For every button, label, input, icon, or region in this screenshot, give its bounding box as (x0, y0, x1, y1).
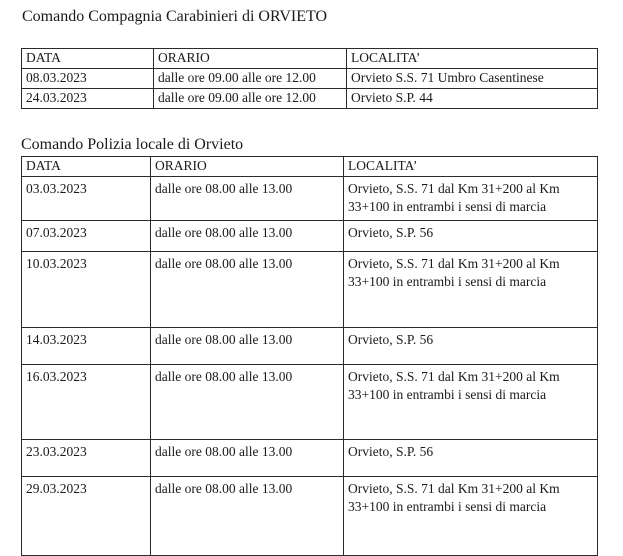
cell-orario: dalle ore 08.00 alle 13.00 (151, 252, 344, 328)
table-row (22, 477, 598, 556)
table-header-row (22, 49, 598, 69)
cell-data: 16.03.2023 (22, 365, 151, 440)
cell-data: 03.03.2023 (22, 177, 151, 221)
cell-orario: dalle ore 08.00 alle 13.00 (151, 440, 344, 477)
cell-data: 23.03.2023 (22, 440, 151, 477)
table-row (22, 252, 598, 328)
table-row (22, 365, 598, 440)
cell-orario: dalle ore 09.00 alle ore 12.00 (154, 89, 347, 109)
column-header-orario: ORARIO (154, 49, 347, 69)
carabinieri-schedule-table (21, 48, 598, 109)
cell-data: 24.03.2023 (22, 89, 154, 109)
cell-data: 29.03.2023 (22, 477, 151, 556)
table-row (22, 89, 598, 109)
column-header-orario: ORARIO (151, 157, 344, 177)
table-row (22, 328, 598, 365)
cell-orario: dalle ore 08.00 alle 13.00 (151, 365, 344, 440)
polizia-schedule-table (21, 156, 598, 556)
table-header-row (22, 157, 598, 177)
table-row (22, 69, 598, 89)
cell-orario: dalle ore 08.00 alle 13.00 (151, 221, 344, 252)
column-header-data: DATA (22, 49, 154, 69)
cell-localita: Orvieto, S.S. 71 dal Km 31+200 al Km 33+100 in entrambi i sensi di marcia (344, 252, 598, 328)
cell-localita: Orvieto, S.P. 56 (344, 221, 598, 252)
column-header-localita: LOCALITA’ (347, 49, 598, 69)
cell-data: 08.03.2023 (22, 69, 154, 89)
cell-orario: dalle ore 08.00 alle 13.00 (151, 328, 344, 365)
column-header-data: DATA (22, 157, 151, 177)
carabinieri-section-title: Comando Compagnia Carabinieri di ORVIETO (22, 8, 328, 25)
cell-orario: dalle ore 08.00 alle 13.00 (151, 477, 344, 556)
cell-data: 14.03.2023 (22, 328, 151, 365)
cell-data: 07.03.2023 (22, 221, 151, 252)
cell-localita: Orvieto, S.S. 71 dal Km 31+200 al Km 33+100 in entrambi i sensi di marcia (344, 365, 598, 440)
column-header-localita: LOCALITA’ (344, 157, 598, 177)
cell-localita: Orvieto, S.S. 71 dal Km 31+200 al Km 33+100 in entrambi i sensi di marcia (344, 477, 598, 556)
cell-data: 10.03.2023 (22, 252, 151, 328)
cell-localita: Orvieto, S.P. 56 (344, 440, 598, 477)
cell-orario: dalle ore 09.00 alle ore 12.00 (154, 69, 347, 89)
cell-localita: Orvieto, S.P. 56 (344, 328, 598, 365)
cell-localita: Orvieto S.P. 44 (347, 89, 598, 109)
table-row (22, 440, 598, 477)
table-row (22, 221, 598, 252)
cell-localita: Orvieto S.S. 71 Umbro Casentinese (347, 69, 598, 89)
polizia-section-title: Comando Polizia locale di Orvieto (21, 136, 244, 153)
table-row (22, 177, 598, 221)
cell-localita: Orvieto, S.S. 71 dal Km 31+200 al Km 33+100 in entrambi i sensi di marcia (344, 177, 598, 221)
cell-orario: dalle ore 08.00 alle 13.00 (151, 177, 344, 221)
